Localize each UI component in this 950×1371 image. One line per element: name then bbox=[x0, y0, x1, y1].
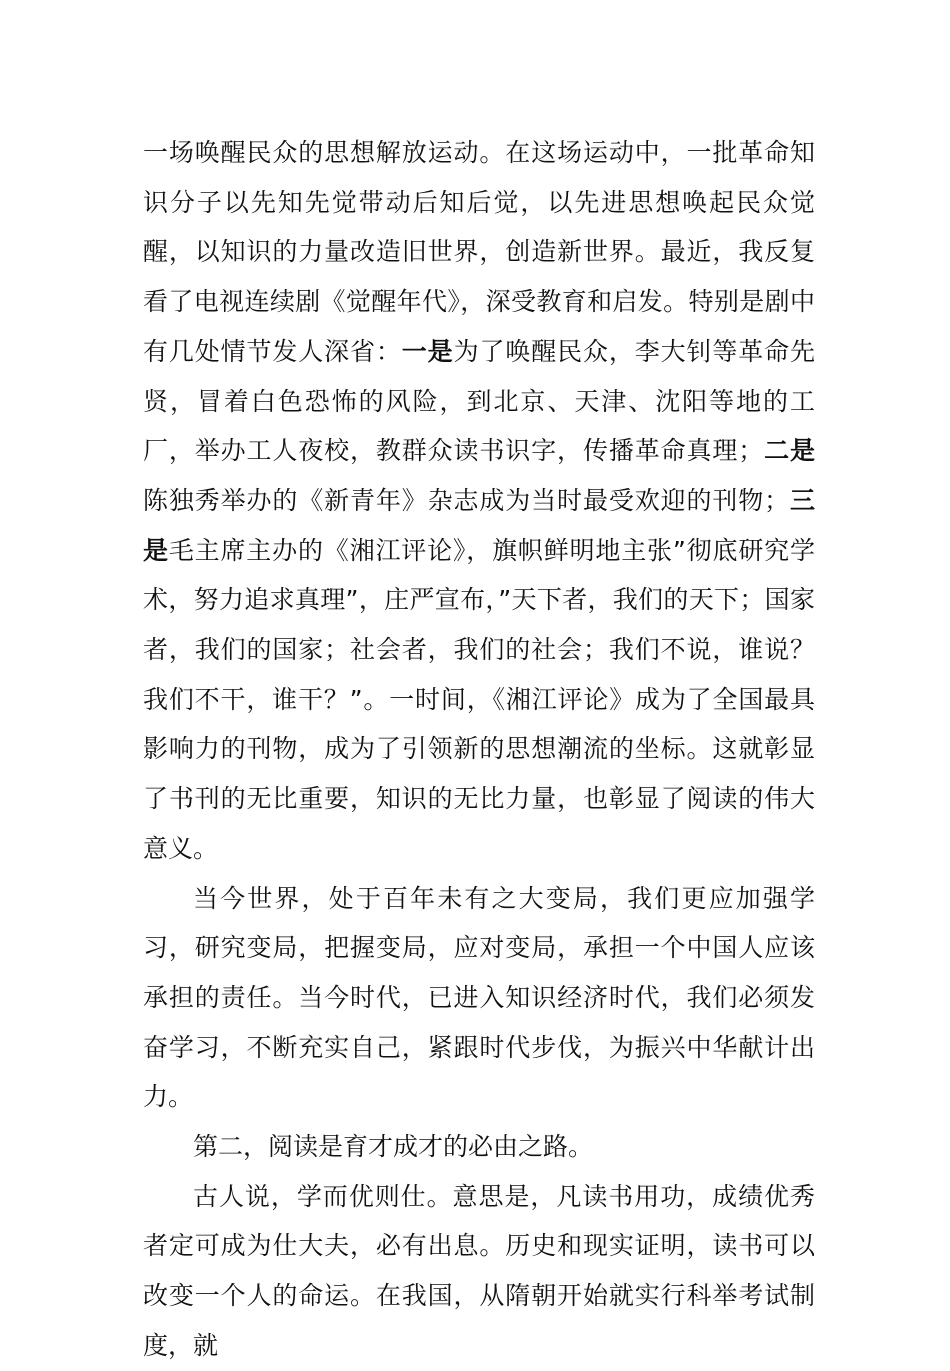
section-heading-second-point: 第二，阅读是育才成才的必由之路。 bbox=[193, 1132, 594, 1162]
paragraph-text: 为了唤醒民众，李大钊等革命先贤，冒着白色恐怖的风险，到北京、天津、沈阳等地的工厂，举办工人夜校，教群众读书识字，传播革命真理； bbox=[143, 336, 815, 466]
bold-marker-third: 三是 bbox=[143, 485, 815, 565]
paragraph-text: 一场唤醒民众的思想解放运动。在这场运动中，一批革命知识分子以先知先觉带动后知后觉，以先进思想唤起民众觉醒，以知识的力量改造旧世界，创造新世界。最近，我反复看了电视连续剧《觉醒年代》，深受教育和启发。特别是剧中有几处情节发人深省： bbox=[143, 138, 815, 366]
bold-marker-first: 一是 bbox=[401, 336, 454, 366]
bold-marker-second: 二是 bbox=[763, 436, 815, 466]
paragraph-ancient-saying: 古人说，学而优则仕。意思是，凡读书用功，成绩优秀者定可成为仕大夫，必有出息。历史和现实证明，读书可以改变一个人的命运。在我国，从隋朝开始就实行科举考试制度，就 bbox=[143, 1181, 815, 1360]
paragraph-text: 陈独秀举办的《新青年》杂志成为当时最受欢迎的刊物； bbox=[143, 485, 790, 515]
document-body bbox=[143, 128, 815, 1371]
paragraph-text: 毛主席主办的《湘江评论》，旗帜鲜明地主张”彻底研究学术，努力追求真理”，庄严宣布，”天下者，我们的天下；国家者，我们的国家；社会者，我们的社会；我们不说，谁说？我们不干，谁干？”。一时间，《湘江评论》成为了全国最具影响力的刊物，成为了引领新的思想潮流的坐标。这就彰显了书刊的无比重要，知识的无比力量，也彰显了阅读的伟大意义。 bbox=[143, 535, 815, 863]
paragraph-awakening-era bbox=[143, 128, 815, 874]
paragraph-changing-world: 当今世界，处于百年未有之大变局，我们更应加强学习，研究变局，把握变局，应对变局，承担一个中国人应该承担的责任。当今时代，已进入知识经济时代，我们必须发奋学习，不断充实自己，紧跟时代步伐，为振兴中华献计出力。 bbox=[143, 883, 815, 1112]
